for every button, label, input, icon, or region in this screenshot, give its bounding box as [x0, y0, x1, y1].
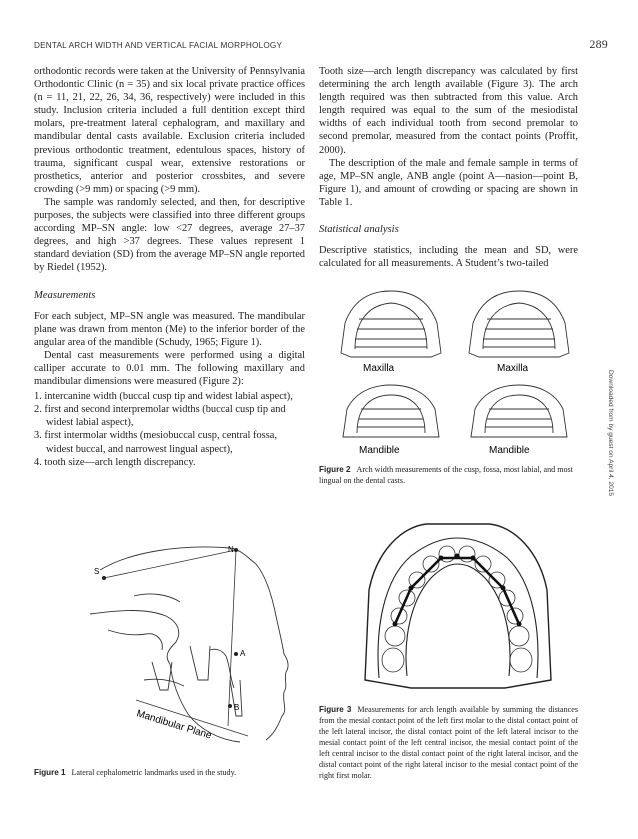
figure1-caption [34, 767, 305, 778]
figure2-label: Figure 2 [319, 465, 351, 474]
paragraph: Dental cast measurements were performed using a digital calliper accurate to 0.01 mm. The following maxillary and mandibular dimensions were measured (Figure 2): [34, 349, 305, 388]
list-item: 3. first intermolar widths (mesiobuccal cusp, central fossa, widest buccal, and narrowest lingual aspect), [34, 430, 277, 455]
paragraph: orthodontic records were taken at the University of Pennsylvania Orthodontic Clinic (n = 35) and six local private practice offices (n = 11, 21, 22, 26, 34, 36, respectively) were included in this study. Inclusion criteria included a full dentition except third molars, pre-treatment lateral cephalogram, and maxillary and mandibular dental casts available. Exclusion criteria included previous orthodontic treatment, edentulous spaces, history of trauma, significant cuspal wear, extensive restorations or prosthetics, anterior and posterior crossbites, and severe crowding (>9 mm) or spacing (>9 mm). [34, 66, 305, 195]
maxilla-left [341, 291, 441, 357]
cast-outline [365, 524, 551, 688]
paragraph: The description of the male and female sample in terms of age, MP–SN angle, ANB angle (point A—nasion—point B, Figure 1), and amount of crowding or spacing are shown in Table 1. [319, 157, 578, 208]
maxilla-right [469, 291, 569, 357]
list-item: 4. tooth size—arch length discrepancy. [34, 456, 196, 468]
mandible-right [471, 385, 567, 437]
landmark-s-label: S [94, 567, 100, 576]
figure2-arch-widths [319, 283, 578, 458]
paragraph: Tooth size—arch length discrepancy was calculated by first determining the arch length available (Figure 3). The arch length required was then subtracted from this value. Arch length required was equal to the sum of the mesiodistal widths of each individual tooth from second premolar to second premolar, measured from the contact points (Proffit, 2000). [319, 66, 578, 156]
figure2-caption [319, 464, 578, 486]
figure1-label: Figure 1 [34, 768, 66, 777]
figure1-caption-text: Lateral cephalometric landmarks used in the study. [71, 768, 237, 777]
landmark-points [102, 548, 238, 708]
paragraph: Descriptive statistics, including the mean and SD, were calculated for all measurements. A Student’s two-tailed [319, 245, 578, 270]
section-heading-statistical-analysis: Statistical analysis [319, 224, 399, 236]
landmark-n-label: N [228, 545, 234, 554]
right-column [319, 65, 578, 270]
figure2-panel-label: Mandible [359, 445, 400, 456]
list-item: 1. intercanine width (buccal cusp tip and widest labial aspect), [34, 391, 293, 403]
reference-lines [104, 550, 248, 736]
landmark-n-point [234, 548, 238, 552]
landmark-s-point [102, 576, 106, 580]
running-header [34, 37, 608, 51]
paragraph: The sample was randomly selected, and then, for descriptive purposes, the subjects were classified into three different groups according MP–SN angle: low <27 degrees, average 27–37 degrees, and high >37 degrees. These values represent 1 standard deviation (SD) from the average MP–SN angle reported by Riedel (1952). [34, 196, 305, 274]
measurement-list [34, 390, 305, 469]
landmark-a-label: A [240, 649, 246, 658]
figure3-caption [319, 704, 578, 781]
figure1-cephalogram [60, 530, 310, 760]
figure3-label: Figure 3 [319, 705, 352, 714]
arch-length-segments [395, 558, 519, 624]
page-number: 289 [589, 37, 608, 51]
figure2-panel-label: Maxilla [497, 363, 529, 374]
list-item: 2. first and second interpremolar widths (buccal cusp tip and widest labial aspect), [34, 404, 286, 429]
mandibular-plane-label: Mandibular Plane [135, 708, 213, 742]
skull-outline [90, 547, 288, 742]
figure3-caption-text: Measurements for arch length available by summing the distances from the mesial contact point of the left first molar to the distal contact point of the left lateral incisor, the distal contact point of the left lateral incisor to the mesial contact point of the left central incisor, the mesial contact point of the left central incisor to the distal contact point of the right lateral incisor, and the distal contact point of the right lateral incisor to the mesial contact point of the right first molar. [319, 705, 578, 780]
mandible-left [343, 385, 439, 437]
figure3-arch-length [355, 520, 560, 692]
figure2-panel-label: Mandible [489, 445, 530, 456]
landmark-a-point [234, 652, 238, 656]
section-heading-measurements: Measurements [34, 289, 96, 301]
running-title: DENTAL ARCH WIDTH AND VERTICAL FACIAL MORPHOLOGY [34, 41, 283, 50]
landmark-b-point [228, 704, 232, 708]
figure2-caption-text: Arch width measurements of the cusp, fossa, most labial, and most lingual on the dental casts. [319, 465, 573, 485]
left-column [34, 65, 305, 469]
paragraph: For each subject, MP–SN angle was measured. The mandibular plane was drawn from menton (Me) to the inferior border of the angular area of the mandible (Schudy, 1965; Figure 1). [34, 310, 305, 348]
download-sidenote: Downloaded from by guest on April 4, 2015 [607, 370, 614, 497]
figure2-panel-label: Maxilla [363, 363, 395, 374]
landmark-b-label: B [234, 703, 240, 712]
